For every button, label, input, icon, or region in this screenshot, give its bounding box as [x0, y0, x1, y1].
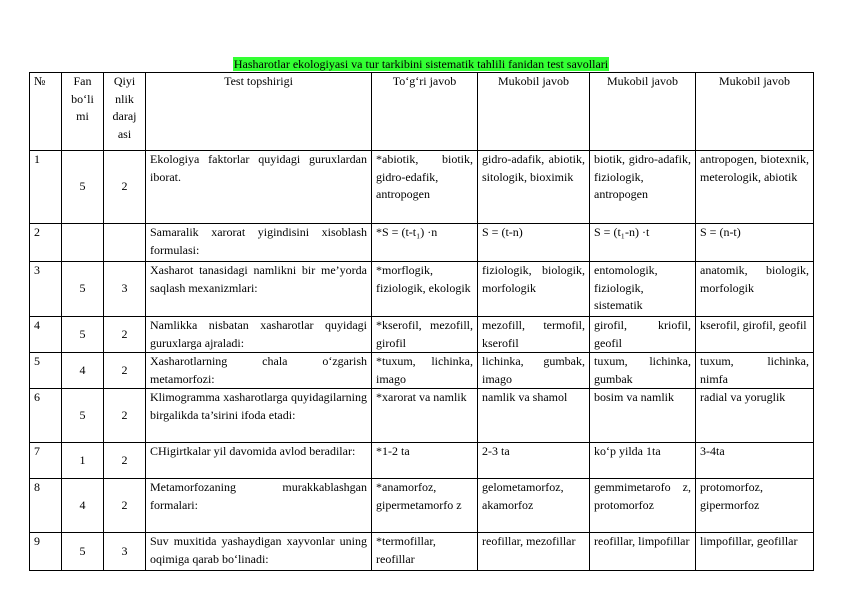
row-alternative-answer-3: limpofillar, geofillar [696, 533, 814, 571]
row-alternative-answer-2: tuxum, lichinka, gumbak [590, 353, 696, 389]
row-section [62, 224, 104, 262]
page-title: Hasharotlar ekologiyasi va tur tarkibini sistematik tahlili fanidan test savollari [233, 57, 609, 71]
row-difficulty-level: 2 [104, 353, 146, 389]
row-correct-answer: *abiotik, biotik, gidro-edafik, antropogen [372, 151, 478, 224]
table-row [30, 479, 814, 533]
row-difficulty-level: 3 [104, 533, 146, 571]
page-title-wrap [0, 57, 842, 71]
row-correct-answer: *anamorfoz, gipermetamorfo z [372, 479, 478, 533]
row-alternative-answer-1: 2-3 ta [478, 443, 590, 479]
header-question: Test topshirigi [146, 73, 372, 151]
row-section: 5 [62, 317, 104, 353]
row-alternative-answer-2: S = (t₁-n) ·t [590, 224, 696, 262]
table-row [30, 224, 814, 262]
row-alternative-answer-1: S = (t-n) [478, 224, 590, 262]
row-correct-answer: *xarorat va namlik [372, 389, 478, 443]
row-correct-answer: *tuxum, lichinka, imago [372, 353, 478, 389]
row-question: Suv muxitida yashaydigan xayvonlar uning oqimiga qarab bo‘linadi: [146, 533, 372, 571]
header-alternative-answer-1: Mukobil javob [478, 73, 590, 151]
row-section: 4 [62, 479, 104, 533]
row-number: 1 [30, 151, 62, 224]
row-difficulty-level: 2 [104, 151, 146, 224]
table-row [30, 389, 814, 443]
row-correct-answer: *1-2 ta [372, 443, 478, 479]
row-question: Metamorfozaning murakkablashgan formalari: [146, 479, 372, 533]
row-difficulty-level: 2 [104, 479, 146, 533]
row-difficulty-level: 2 [104, 317, 146, 353]
row-correct-answer: *morflogik, fiziologik, ekologik [372, 262, 478, 317]
header-section: Fan bo‘li mi [62, 73, 104, 151]
row-alternative-answer-3: tuxum, lichinka, nimfa [696, 353, 814, 389]
header-level: Qiyi nlik daraj asi [104, 73, 146, 151]
header-alternative-answer-3: Mukobil javob [696, 73, 814, 151]
header-alternative-answer-2: Mukobil javob [590, 73, 696, 151]
table-row [30, 262, 814, 317]
row-number: 8 [30, 479, 62, 533]
row-number: 2 [30, 224, 62, 262]
row-number: 4 [30, 317, 62, 353]
row-number: 9 [30, 533, 62, 571]
row-difficulty-level: 3 [104, 262, 146, 317]
row-question: Samaralik xarorat yigindisini xisoblash formulasi: [146, 224, 372, 262]
row-alternative-answer-2: reofillar, limpofillar [590, 533, 696, 571]
row-alternative-answer-3: radial va yoruglik [696, 389, 814, 443]
row-number: 6 [30, 389, 62, 443]
header-num: № [30, 73, 62, 151]
row-difficulty-level: 2 [104, 389, 146, 443]
row-difficulty-level: 2 [104, 443, 146, 479]
table-row [30, 317, 814, 353]
row-alternative-answer-1: gidro-adafik, abiotik, sitologik, bioximik [478, 151, 590, 224]
row-section: 5 [62, 533, 104, 571]
row-alternative-answer-2: biotik, gidro-adafik, fiziologik, antropogen [590, 151, 696, 224]
row-alternative-answer-3: antropogen, biotexnik, meterologik, abiotik [696, 151, 814, 224]
row-alternative-answer-1: reofillar, mezofillar [478, 533, 590, 571]
row-number: 5 [30, 353, 62, 389]
row-alternative-answer-2: ko‘p yilda 1ta [590, 443, 696, 479]
row-question: CHigirtkalar yil davomida avlod beradilar: [146, 443, 372, 479]
row-alternative-answer-3: 3-4ta [696, 443, 814, 479]
row-number: 3 [30, 262, 62, 317]
table-row [30, 533, 814, 571]
table-row [30, 443, 814, 479]
row-number: 7 [30, 443, 62, 479]
table-row [30, 151, 814, 224]
row-correct-answer: *termofillar, reofillar [372, 533, 478, 571]
row-alternative-answer-1: mezofill, termofil, kserofil [478, 317, 590, 353]
row-section: 5 [62, 389, 104, 443]
row-difficulty-level [104, 224, 146, 262]
header-row [30, 73, 814, 151]
row-section: 1 [62, 443, 104, 479]
row-section: 4 [62, 353, 104, 389]
row-alternative-answer-1: fiziologik, biologik, morfologik [478, 262, 590, 317]
row-question: Namlikka nisbatan xasharotlar quyidagi guruxlarga ajraladi: [146, 317, 372, 353]
row-question: Xasharotlarning chala o‘zgarish metamorfozi: [146, 353, 372, 389]
row-correct-answer: *kserofil, mezofill, girofil [372, 317, 478, 353]
row-alternative-answer-3: kserofil, girofil, geofil [696, 317, 814, 353]
row-alternative-answer-2: entomologik, fiziologik, sistematik [590, 262, 696, 317]
row-alternative-answer-1: lichinka, gumbak, imago [478, 353, 590, 389]
row-question: Klimogramma xasharotlarga quyidagilarning birgalikda ta’sirini ifoda etadi: [146, 389, 372, 443]
row-alternative-answer-3: S = (n-t) [696, 224, 814, 262]
table-body [30, 151, 814, 571]
row-question: Xasharot tanasidagi namlikni bir me’yorda saqlash mexanizmlari: [146, 262, 372, 317]
table-row [30, 353, 814, 389]
row-alternative-answer-2: gemmimetarofo z, protomorfoz [590, 479, 696, 533]
row-alternative-answer-3: protomorfoz, gipermorfoz [696, 479, 814, 533]
test-table [29, 72, 814, 571]
row-alternative-answer-1: gelometamorfoz, akamorfoz [478, 479, 590, 533]
row-alternative-answer-3: anatomik, biologik, morfologik [696, 262, 814, 317]
row-alternative-answer-2: bosim va namlik [590, 389, 696, 443]
row-correct-answer: *S = (t-t₁) ·n [372, 224, 478, 262]
row-question: Ekologiya faktorlar quyidagi guruxlardan iborat. [146, 151, 372, 224]
row-section: 5 [62, 151, 104, 224]
row-alternative-answer-1: namlik va shamol [478, 389, 590, 443]
header-correct-answer: To‘g‘ri javob [372, 73, 478, 151]
row-alternative-answer-2: girofil, kriofil, geofil [590, 317, 696, 353]
row-section: 5 [62, 262, 104, 317]
